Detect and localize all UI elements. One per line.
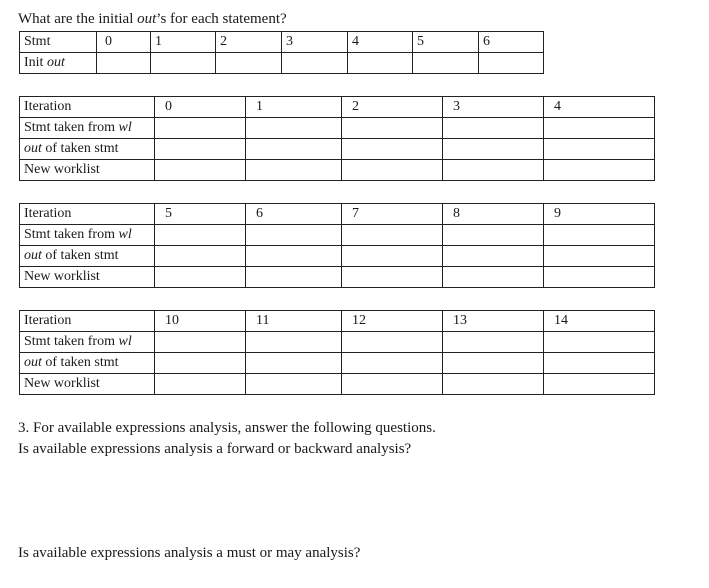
iteration-label: Iteration — [20, 204, 155, 225]
heading-text-pre: What are the initial — [18, 11, 138, 27]
answer-cell[interactable] — [342, 374, 443, 395]
init-out-cell-2[interactable] — [216, 53, 282, 74]
iteration-number: 7 — [342, 204, 443, 225]
answer-cell[interactable] — [246, 332, 342, 353]
answer-cell[interactable] — [544, 225, 655, 246]
answer-cell[interactable] — [342, 332, 443, 353]
answer-cell[interactable] — [155, 139, 246, 160]
init-out-label-pre: Init — [24, 55, 47, 70]
init-out-cell-1[interactable] — [151, 53, 216, 74]
iteration-table-1 — [19, 96, 655, 181]
answer-cell[interactable] — [342, 139, 443, 160]
stmt-taken-label-italic: wl — [118, 120, 132, 135]
initial-outs-heading — [18, 11, 287, 28]
init-out-label — [20, 53, 97, 74]
answer-cell[interactable] — [544, 246, 655, 267]
iteration-number: 9 — [544, 204, 655, 225]
answer-cell[interactable] — [246, 225, 342, 246]
stmt-taken-label — [20, 118, 155, 139]
out-taken-label — [20, 246, 155, 267]
iteration-label: Iteration — [20, 97, 155, 118]
stmt-col-3: 3 — [282, 32, 348, 53]
stmt-col-4: 4 — [348, 32, 413, 53]
out-taken-row — [20, 246, 655, 267]
iteration-number: 2 — [342, 97, 443, 118]
iteration-label: Iteration — [20, 311, 155, 332]
answer-cell[interactable] — [155, 246, 246, 267]
answer-cell[interactable] — [443, 139, 544, 160]
answer-cell[interactable] — [246, 353, 342, 374]
answer-cell[interactable] — [443, 160, 544, 181]
out-taken-label — [20, 139, 155, 160]
out-taken-label-post: of taken stmt — [41, 248, 119, 263]
answer-cell[interactable] — [246, 246, 342, 267]
question-3-must-may: Is available expressions analysis a must or may analysis? — [18, 545, 361, 561]
answer-cell[interactable] — [155, 118, 246, 139]
answer-cell[interactable] — [342, 353, 443, 374]
new-worklist-label: New worklist — [20, 160, 155, 181]
answer-cell[interactable] — [342, 246, 443, 267]
iteration-number: 12 — [342, 311, 443, 332]
answer-cell[interactable] — [544, 267, 655, 288]
iteration-table-2 — [19, 203, 655, 288]
init-out-cell-5[interactable] — [413, 53, 479, 74]
question-3-intro: 3. For available expressions analysis, answer the following questions. — [18, 420, 436, 436]
new-worklist-row — [20, 374, 655, 395]
answer-cell[interactable] — [155, 267, 246, 288]
answer-cell[interactable] — [443, 353, 544, 374]
init-out-cell-3[interactable] — [282, 53, 348, 74]
stmt-col-2: 2 — [216, 32, 282, 53]
init-out-cell-6[interactable] — [479, 53, 544, 74]
answer-cell[interactable] — [246, 139, 342, 160]
answer-cell[interactable] — [246, 267, 342, 288]
answer-cell[interactable] — [544, 374, 655, 395]
iteration-number: 4 — [544, 97, 655, 118]
answer-cell[interactable] — [155, 374, 246, 395]
new-worklist-row — [20, 160, 655, 181]
out-taken-label-italic: out — [24, 141, 42, 156]
answer-cell[interactable] — [342, 225, 443, 246]
stmt-taken-row — [20, 332, 655, 353]
iteration-table-3 — [19, 310, 655, 395]
stmt-col-1: 1 — [151, 32, 216, 53]
stmt-taken-label-italic: wl — [118, 227, 132, 242]
out-taken-row — [20, 353, 655, 374]
answer-cell[interactable] — [155, 353, 246, 374]
answer-cell[interactable] — [443, 374, 544, 395]
init-out-label-italic: out — [46, 55, 65, 70]
answer-cell[interactable] — [443, 332, 544, 353]
out-taken-row — [20, 139, 655, 160]
answer-cell[interactable] — [443, 267, 544, 288]
stmt-taken-label-pre: Stmt taken from — [24, 227, 119, 242]
iteration-row — [20, 204, 655, 225]
answer-cell[interactable] — [443, 118, 544, 139]
iteration-number: 13 — [443, 311, 544, 332]
answer-cell[interactable] — [246, 118, 342, 139]
out-taken-label-post: of taken stmt — [41, 355, 119, 370]
stmt-taken-label-italic: wl — [118, 334, 132, 349]
stmt-col-5: 5 — [413, 32, 479, 53]
new-worklist-label: New worklist — [20, 374, 155, 395]
init-out-cell-4[interactable] — [348, 53, 413, 74]
stmt-taken-label — [20, 225, 155, 246]
answer-cell[interactable] — [443, 225, 544, 246]
stmt-col-6: 6 — [479, 32, 544, 53]
answer-cell[interactable] — [342, 118, 443, 139]
iteration-number: 6 — [246, 204, 342, 225]
iteration-number: 5 — [155, 204, 246, 225]
iteration-number: 1 — [246, 97, 342, 118]
new-worklist-row — [20, 267, 655, 288]
iteration-row — [20, 97, 655, 118]
answer-cell[interactable] — [544, 118, 655, 139]
answer-cell[interactable] — [443, 246, 544, 267]
iteration-number: 8 — [443, 204, 544, 225]
stmt-taken-row — [20, 225, 655, 246]
iteration-number: 3 — [443, 97, 544, 118]
answer-cell[interactable] — [544, 160, 655, 181]
answer-cell[interactable] — [544, 139, 655, 160]
out-taken-label-post: of taken stmt — [41, 141, 119, 156]
stmt-label: Stmt — [20, 32, 97, 53]
answer-cell[interactable] — [342, 160, 443, 181]
stmt-taken-label-pre: Stmt taken from — [24, 120, 119, 135]
answer-cell[interactable] — [155, 225, 246, 246]
iteration-number: 0 — [155, 97, 246, 118]
init-out-row — [20, 53, 544, 74]
answer-cell[interactable] — [544, 332, 655, 353]
stmt-row — [20, 32, 544, 53]
heading-text-post: ’s for each statement? — [156, 11, 287, 27]
answer-cell[interactable] — [544, 353, 655, 374]
iteration-number: 10 — [155, 311, 246, 332]
out-taken-label-italic: out — [24, 355, 42, 370]
answer-cell[interactable] — [342, 267, 443, 288]
answer-cell[interactable] — [155, 160, 246, 181]
stmt-taken-label — [20, 332, 155, 353]
answer-cell[interactable] — [246, 160, 342, 181]
iteration-number: 14 — [544, 311, 655, 332]
new-worklist-label: New worklist — [20, 267, 155, 288]
out-taken-label-italic: out — [24, 248, 42, 263]
answer-cell[interactable] — [246, 374, 342, 395]
stmt-col-0: 0 — [97, 32, 151, 53]
iteration-row — [20, 311, 655, 332]
heading-text-italic: out — [137, 11, 157, 27]
answer-cell[interactable] — [155, 332, 246, 353]
init-out-cell-0[interactable] — [97, 53, 151, 74]
stmt-taken-label-pre: Stmt taken from — [24, 334, 119, 349]
question-3-forward-backward: Is available expressions analysis a forward or backward analysis? — [18, 441, 412, 457]
iteration-number: 11 — [246, 311, 342, 332]
stmt-taken-row — [20, 118, 655, 139]
initial-out-table — [19, 31, 544, 74]
out-taken-label — [20, 353, 155, 374]
